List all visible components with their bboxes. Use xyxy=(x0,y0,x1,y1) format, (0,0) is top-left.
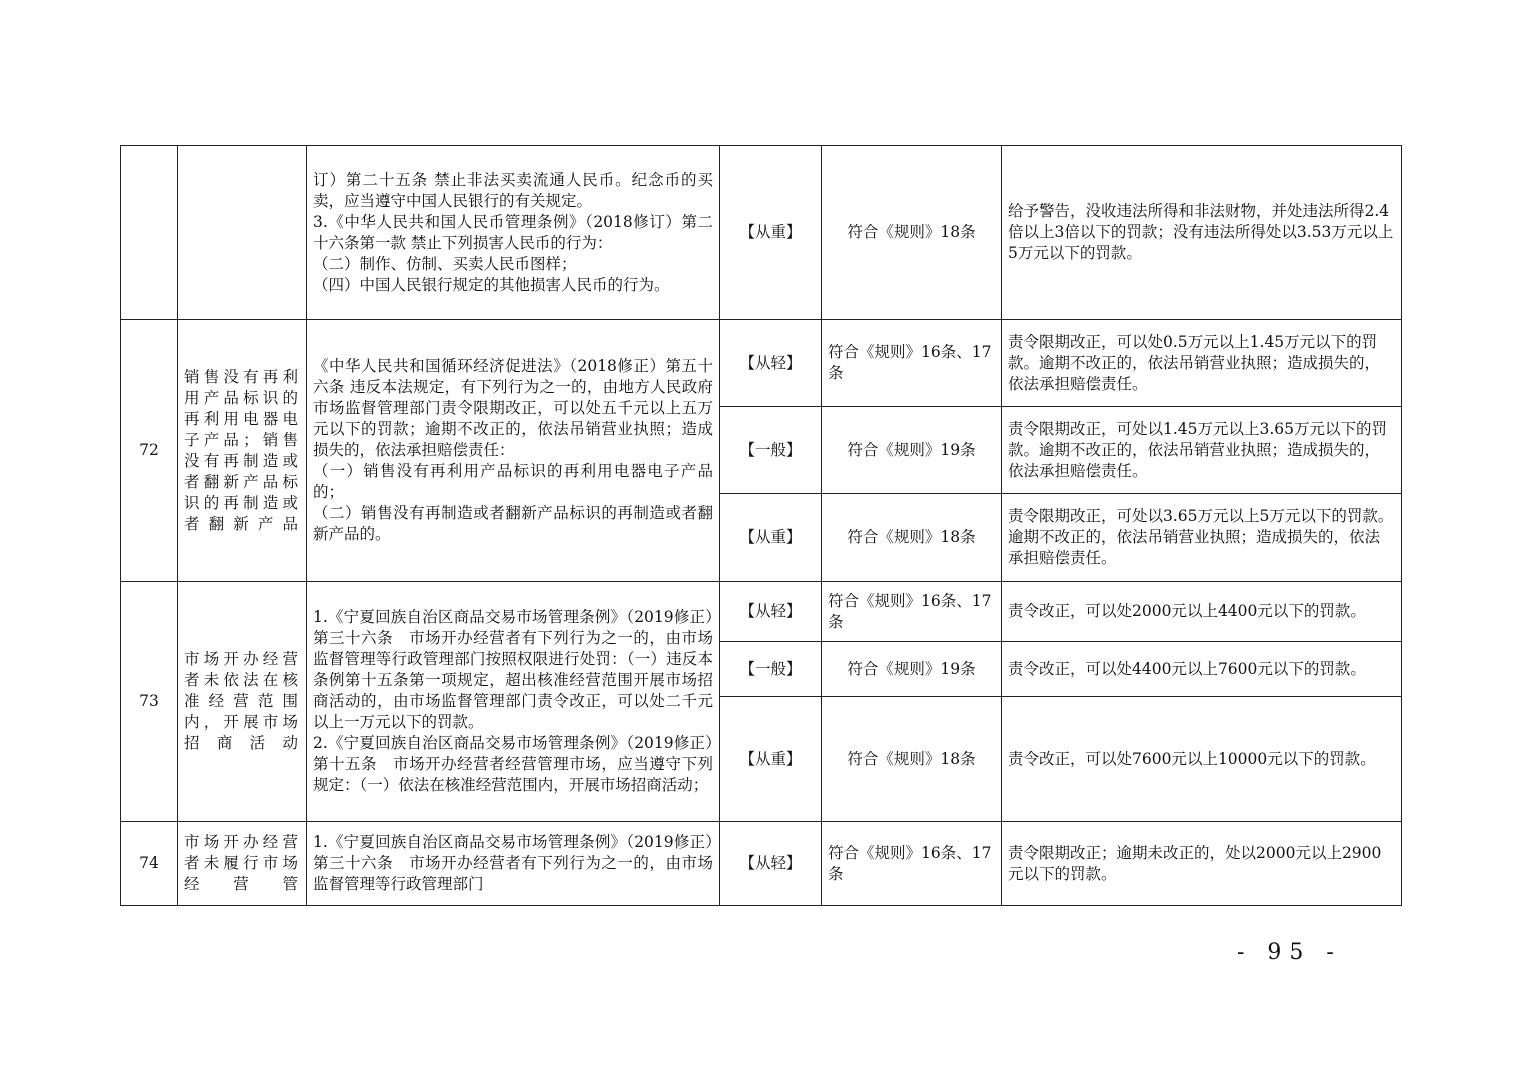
applicable-condition: 符合《规则》18条 xyxy=(822,697,1002,822)
legal-basis xyxy=(307,146,720,320)
penalty-standard: 责令限期改正，可以处0.5万元以上1.45万元以下的罚款。逾期不改正的，依法吊销营业执照；造成损失的，依法承担赔偿责任。 xyxy=(1002,320,1402,407)
violation-name: 销售没有再利用产品标识的再利用电器电子产品；销售没有再制造或者翻新产品标识的再制造或者翻新产品 xyxy=(178,320,307,582)
basis-paragraph: 3.《中华人民共和国人民币管理条例》（2018修订）第二十六条第一款 禁止下列损害人民币的行为： xyxy=(313,212,713,252)
discretion-level: 【一般】 xyxy=(720,407,822,494)
discretion-level: 【一般】 xyxy=(720,642,822,697)
basis-paragraph: （二）销售没有再制造或者翻新产品标识的再制造或者翻新产品的。 xyxy=(313,504,713,543)
applicable-condition: 符合《规则》16条、17条 xyxy=(822,822,1002,906)
penalty-standard: 责令限期改正，可处以1.45万元以上3.65万元以下的罚款。逾期不改正的，依法吊销营业执照；造成损失的，依法承担赔偿责任。 xyxy=(1002,407,1402,494)
violation-name: 市场开办经营者未依法在核准经营范围内，开展市场招商活动 xyxy=(178,582,307,822)
penalty-standards-table xyxy=(120,145,1402,906)
basis-paragraph: 《中华人民共和国循环经济促进法》（2018修正）第五十六条 违反本法规定，有下列行为之一的，由地方人民政府市场监督管理部门责令限期改正，可以处五千元以上五万元以下的罚款；逾期不改正的，依法吊销营业执照；造成损失的，依法承担赔偿责任： xyxy=(313,357,713,459)
discretion-level: 【从轻】 xyxy=(720,582,822,642)
legal-basis xyxy=(307,582,720,822)
penalty-standard: 责令限期改正，可处以3.65万元以上5万元以下的罚款。逾期不改正的，依法吊销营业执照；造成损失的，依法承担赔偿责任。 xyxy=(1002,494,1402,582)
penalty-standard: 责令限期改正；逾期未改正的，处以2000元以上2900元以下的罚款。 xyxy=(1002,822,1402,906)
basis-paragraph: 1.《宁夏回族自治区商品交易市场管理条例》（2019修正）第三十六条 市场开办经营者有下列行为之一的，由市场监督管理等行政管理部门按照权限进行处罚：（一）违反本条例第十五条第一项规定，超出核准经营范围开展市场招商活动的，由市场监督管理部门责令改正，可以处二千元以上一万元以下的罚款。 xyxy=(313,608,713,731)
item-number xyxy=(121,146,178,320)
basis-paragraph: （四）中国人民银行规定的其他损害人民币的行为。 xyxy=(313,275,670,294)
applicable-condition: 符合《规则》18条 xyxy=(822,146,1002,320)
applicable-condition: 符合《规则》16条、17条 xyxy=(822,320,1002,407)
basis-paragraph: 1.《宁夏回族自治区商品交易市场管理条例》（2019修正）第三十六条 市场开办经营者有下列行为之一的，由市场监督管理等行政管理部门 xyxy=(313,833,713,893)
applicable-condition: 符合《规则》16条、17条 xyxy=(822,582,1002,642)
basis-paragraph: （二）制作、仿制、买卖人民币图样； xyxy=(313,254,577,273)
basis-paragraph: 订）第二十五条 禁止非法买卖流通人民币。纪念币的买卖，应当遵守中国人民银行的有关规定。 xyxy=(313,170,713,210)
legal-basis xyxy=(307,320,720,582)
item-number: 74 xyxy=(121,822,178,906)
applicable-condition: 符合《规则》19条 xyxy=(822,642,1002,697)
table-row xyxy=(121,822,1402,906)
discretion-level: 【从重】 xyxy=(720,146,822,320)
item-number: 72 xyxy=(121,320,178,582)
violation-name xyxy=(178,146,307,320)
applicable-condition: 符合《规则》19条 xyxy=(822,407,1002,494)
table-row xyxy=(121,582,1402,642)
discretion-level: 【从轻】 xyxy=(720,320,822,407)
discretion-level: 【从重】 xyxy=(720,697,822,822)
legal-basis xyxy=(307,822,720,906)
penalty-standard: 给予警告，没收违法所得和非法财物，并处违法所得2.4倍以上3倍以下的罚款；没有违法所得处以3.53万元以上5万元以下的罚款。 xyxy=(1002,146,1402,320)
violation-name: 市场开办经营者未履行市场经营管 xyxy=(178,822,307,906)
discretion-level: 【从重】 xyxy=(720,494,822,582)
basis-paragraph: 2.《宁夏回族自治区商品交易市场管理条例》（2019修正）第十五条 市场开办经营者经营管理市场，应当遵守下列规定：（一）依法在核准经营范围内，开展市场招商活动； xyxy=(313,734,713,794)
table-row xyxy=(121,146,1402,320)
applicable-condition: 符合《规则》18条 xyxy=(822,494,1002,582)
penalty-standard: 责令改正，可以处7600元以上10000元以下的罚款。 xyxy=(1002,697,1402,822)
discretion-level: 【从轻】 xyxy=(720,822,822,906)
item-number: 73 xyxy=(121,582,178,822)
basis-paragraph: （一）销售没有再利用产品标识的再利用电器电子产品的； xyxy=(313,462,713,501)
penalty-standard: 责令改正，可以处2000元以上4400元以下的罚款。 xyxy=(1002,582,1402,642)
table-row xyxy=(121,320,1402,407)
page-number: - 95 - xyxy=(1237,940,1342,965)
penalty-standard: 责令改正，可以处4400元以上7600元以下的罚款。 xyxy=(1002,642,1402,697)
